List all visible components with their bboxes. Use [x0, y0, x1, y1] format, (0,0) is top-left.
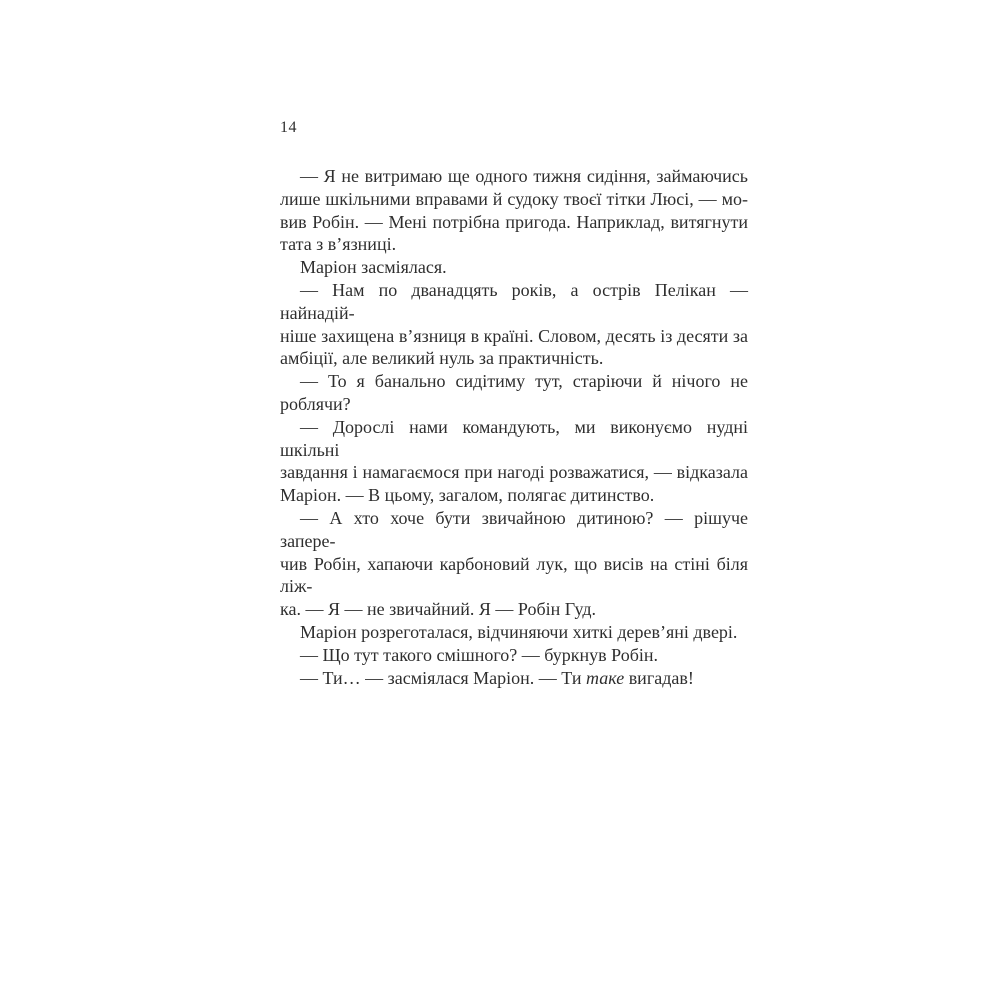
paragraph: [280, 370, 748, 416]
text-line: [280, 416, 748, 462]
text-line: [280, 484, 748, 507]
paragraph: [280, 256, 748, 279]
text-segment: ніше захищена в’язниця в країні. Словом, десять із десяти за: [280, 325, 748, 346]
text-segment: тата з в’язниці.: [280, 234, 397, 255]
text-line: [280, 667, 748, 690]
text-line: [280, 370, 748, 416]
text-line: [280, 347, 748, 370]
text-segment: вив Робін. — Мені потрібна пригода. Наприклад, витягнути: [280, 211, 748, 232]
text-segment: — То я банально сидітиму тут, старіючи й нічого не роблячи?: [280, 371, 748, 414]
text-line: [280, 233, 748, 256]
text-line: [280, 211, 748, 234]
paragraph: [280, 416, 748, 507]
text-line: [280, 507, 748, 553]
text-block: [280, 165, 748, 689]
paragraph: [280, 644, 748, 667]
text-line: [280, 553, 748, 599]
paragraph: [280, 279, 748, 370]
paragraph: [280, 621, 748, 644]
text-segment: Маріон розреготалася, відчиняючи хиткі дерев’яні двері.: [300, 621, 738, 642]
text-segment: — Дорослі нами командують, ми виконуємо нудні шкільні: [280, 416, 748, 460]
text-segment: Маріон засміялася.: [300, 257, 447, 278]
text-line: [280, 188, 748, 211]
text-line: [280, 461, 748, 484]
emphasized-text: таке: [586, 667, 625, 688]
text-line: [280, 621, 748, 644]
text-line: [280, 165, 748, 188]
paragraph: [280, 165, 748, 256]
text-segment: Маріон. — В цьому, загалом, полягає дитинство.: [280, 485, 655, 506]
text-segment: — А хто хоче бути звичайною дитиною? — рішуче запере-: [280, 507, 748, 551]
text-segment: чив Робін, хапаючи карбоновий лук, що висів на стіні біля ліж-: [280, 553, 748, 597]
text-segment: амбіції, але великий нуль за практичність.: [280, 348, 604, 369]
paragraph: [280, 667, 748, 690]
text-line: [280, 325, 748, 348]
text-segment: — Що тут такого смішного? — буркнув Робін.: [300, 644, 658, 665]
page-number: 14: [280, 119, 297, 136]
paragraph: [280, 507, 748, 621]
text-line: [280, 598, 748, 621]
text-segment: — Ти… — засміялася Маріон. — Ти: [300, 667, 586, 688]
text-segment: лише шкільними вправами й судоку твоєї тітки Люсі, — мо-: [280, 188, 748, 209]
text-segment: ка. — Я — не звичайний. Я — Робін Гуд.: [280, 599, 597, 620]
text-segment: вигадав!: [624, 667, 694, 688]
text-line: [280, 279, 748, 325]
text-segment: — Я не витримаю ще одного тижня сидіння, займаючись: [300, 166, 748, 186]
text-line: [280, 256, 748, 279]
text-segment: завдання і намагаємося при нагоді розважатися, — відказала: [280, 462, 748, 483]
text-line: [280, 644, 748, 667]
text-segment: — Нам по дванадцять років, а острів Пелікан — найнадій-: [280, 279, 748, 323]
